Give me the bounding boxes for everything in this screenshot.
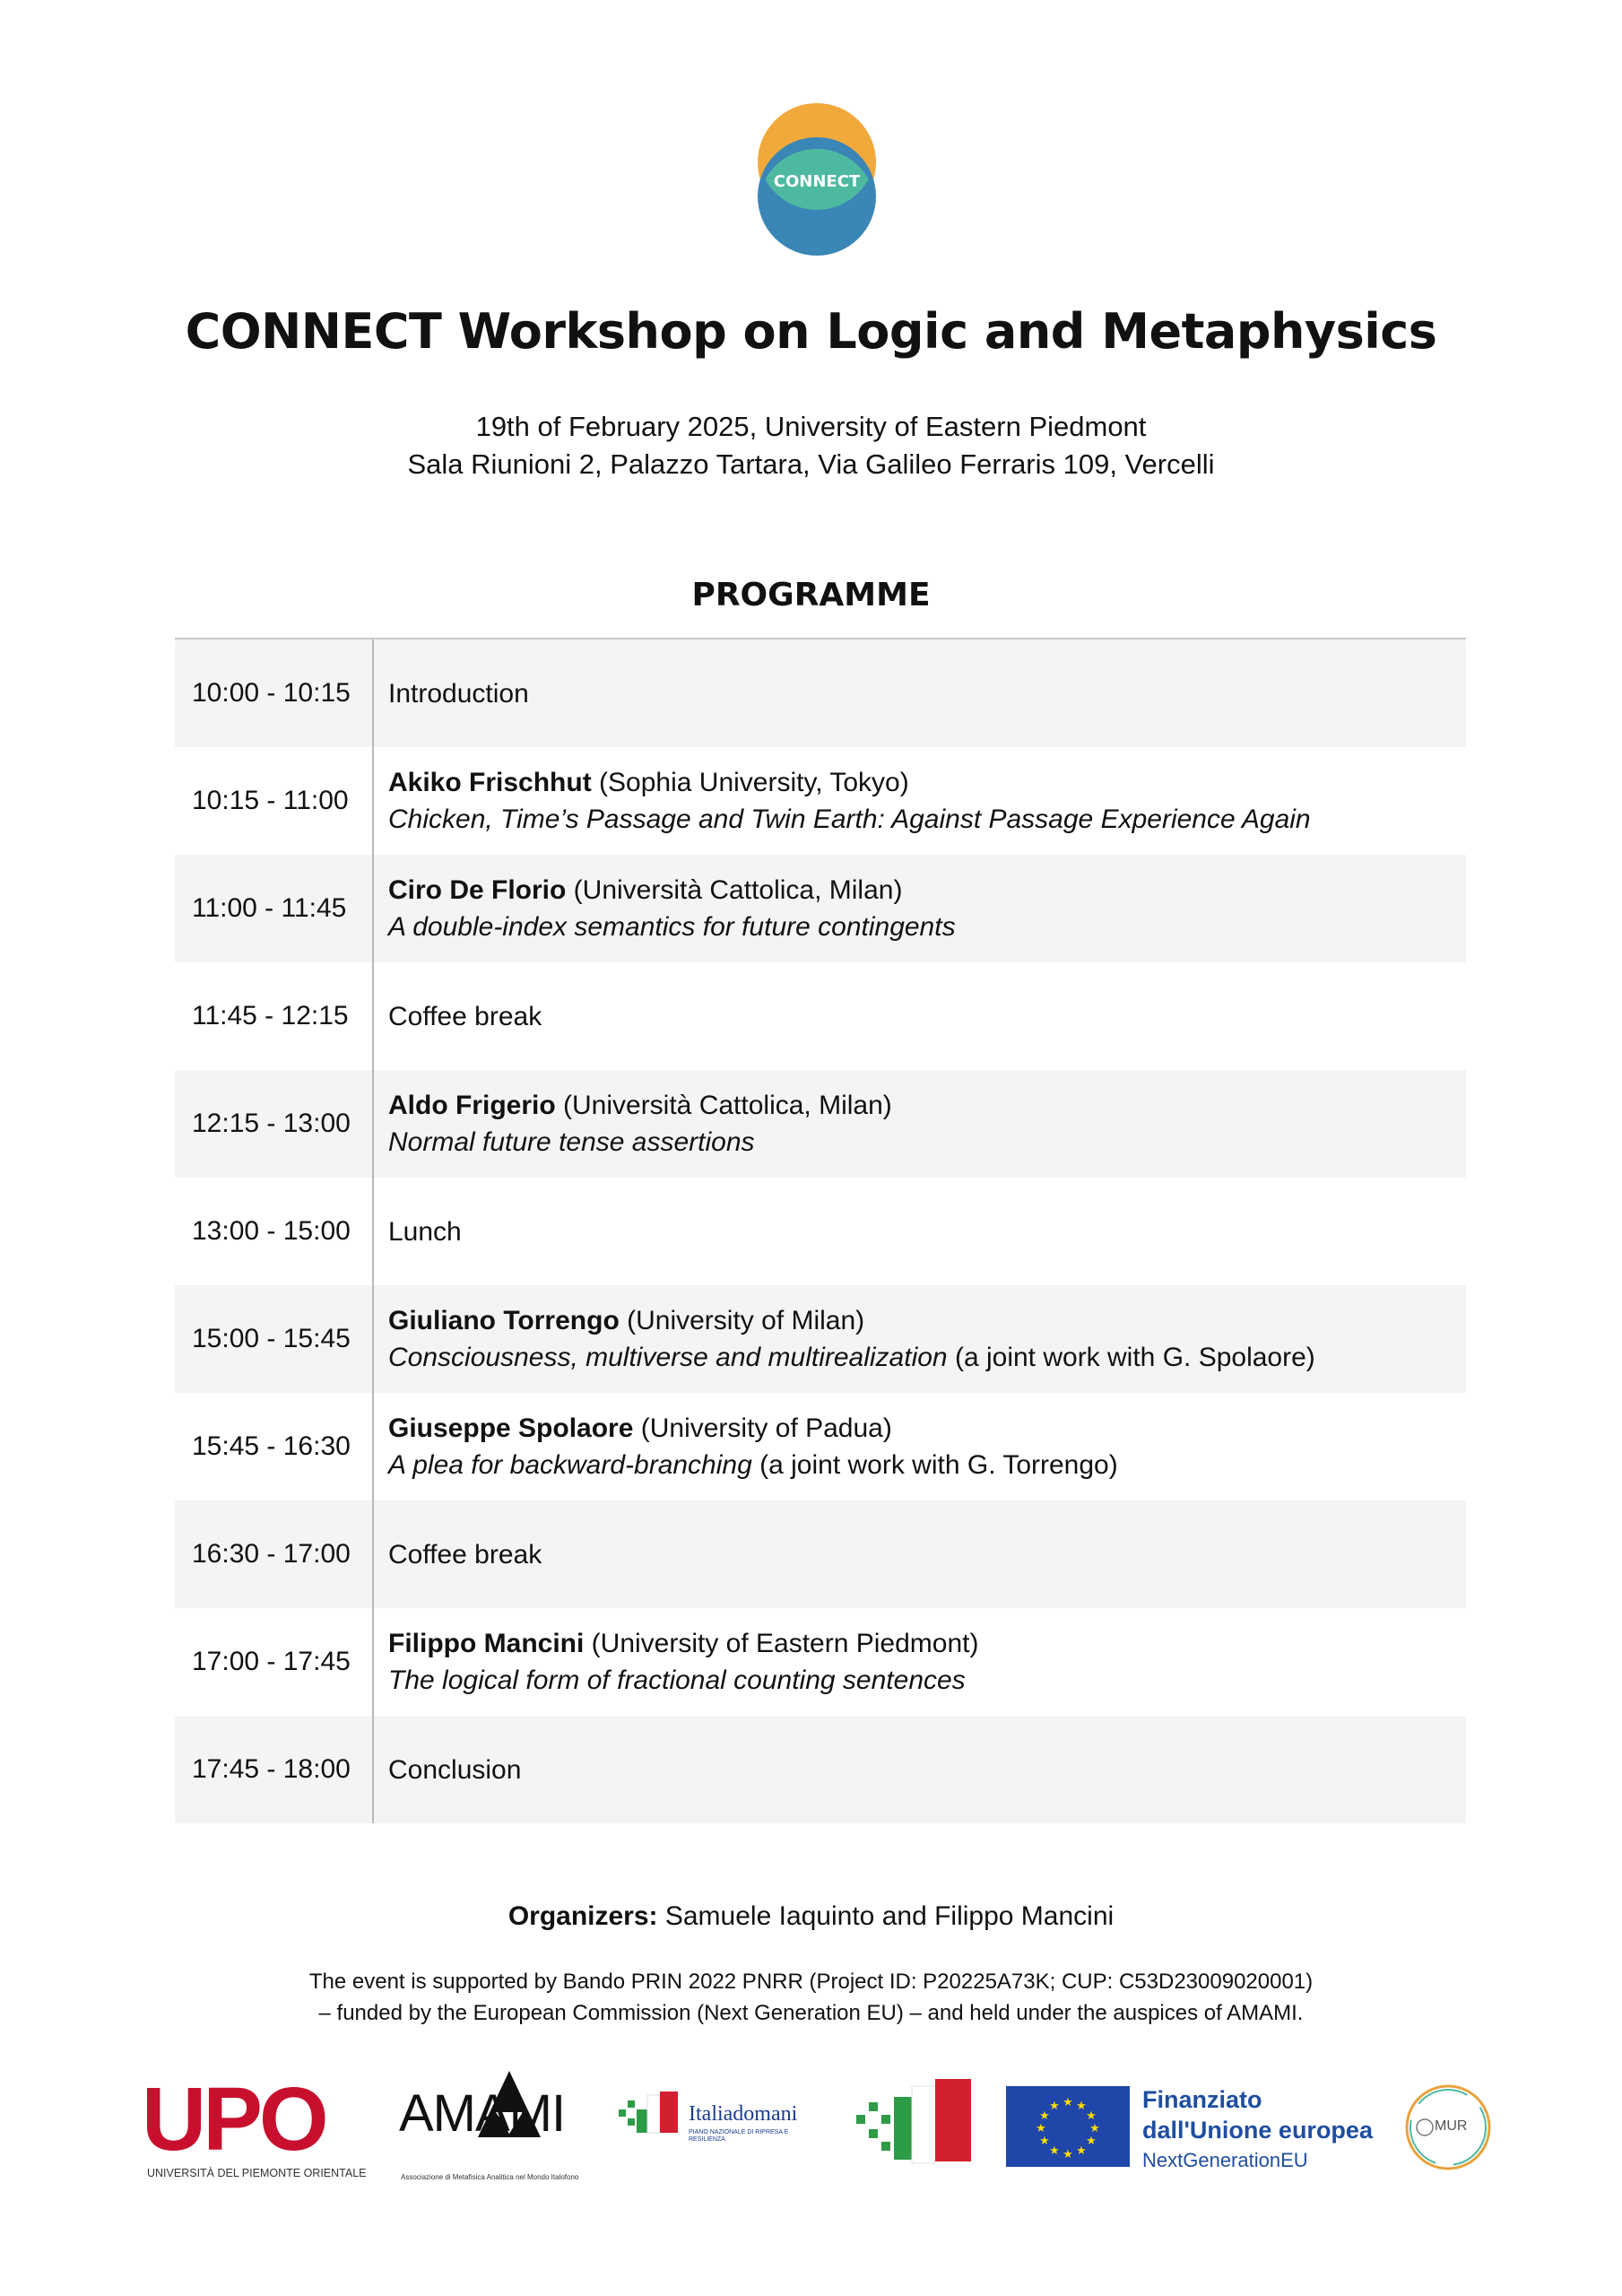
organizers-names: Samuele Iaquinto and Filippo Mancini: [657, 1901, 1115, 1931]
talk-title: Chicken, Time’s Passage and Twin Earth: Against Passage Experience Again: [388, 804, 1311, 834]
connect-logo-text: CONNECT: [773, 172, 861, 191]
session-content: [374, 1536, 542, 1573]
programme-heading: PROGRAMME: [691, 577, 931, 613]
session-time: 10:15 - 11:00: [175, 747, 374, 855]
talk-line: [388, 909, 956, 945]
session-content: [374, 764, 1311, 838]
organizers-label: Organizers:: [507, 1901, 658, 1931]
session-time: 11:00 - 11:45: [175, 855, 374, 962]
session-content: [374, 1213, 462, 1250]
upo-logo-text: UPO: [142, 2069, 325, 2170]
session-content: [374, 872, 956, 945]
session-content: [374, 1302, 1315, 1376]
speaker-line: [388, 1625, 978, 1662]
eu-flag-icon: [1006, 2086, 1130, 2167]
programme-row: [175, 1070, 1466, 1178]
event-venue: Sala Riunioni 2, Palazzo Tartara, Via Galileo Ferraris 109, Vercelli: [407, 448, 1215, 480]
italiadomani-flag-icon: [619, 2090, 683, 2144]
programme-row: [175, 1285, 1466, 1393]
programme-row: [175, 1393, 1466, 1500]
svg-text:★: ★: [1089, 2122, 1100, 2135]
support-text-line-1: The event is supported by Bando PRIN 2022 PNRR (Project ID: P20225A73K; CUP: C53D23009020001): [308, 1970, 1314, 1994]
organizers: [0, 1901, 1622, 1932]
svg-text:★: ★: [1076, 2100, 1087, 2113]
programme-row: [175, 962, 1466, 1070]
session-title: Conclusion: [388, 1754, 522, 1785]
session-time: 12:15 - 13:00: [175, 1070, 374, 1178]
upo-logo-subtitle: UNIVERSITÀ DEL PIEMONTE ORIENTALE: [147, 2167, 367, 2179]
talk-title: A double-index semantics for future contingents: [388, 912, 956, 942]
amami-logo-subtitle: Associazione di Metafisica Analitica nel Mondo Italofono: [401, 2173, 579, 2181]
speaker-name: Aldo Frigerio: [388, 1091, 556, 1120]
session-time: 16:30 - 17:00: [175, 1500, 374, 1608]
speaker-name: Akiko Frischhut: [388, 768, 592, 797]
eu-stars-icon: [1006, 2086, 1130, 2167]
talk-title: The logical form of fractional counting sentences: [388, 1665, 966, 1695]
programme-row: [175, 747, 1466, 855]
svg-text:★: ★: [1076, 2144, 1087, 2158]
speaker-affiliation: (Sophia University, Tokyo): [591, 768, 909, 797]
session-title: Coffee break: [388, 1539, 542, 1570]
speaker-affiliation: (University of Milan): [619, 1306, 865, 1335]
eu-logo-line-2: dall'Unione europea: [1142, 2117, 1373, 2144]
italiadomani-logo-text: Italiadomani: [689, 2102, 798, 2126]
speaker-line: [388, 1302, 1315, 1339]
svg-text:★: ★: [1063, 2096, 1073, 2109]
amami-logo: [399, 2067, 596, 2184]
page-title: CONNECT Workshop on Logic and Metaphysics: [185, 303, 1437, 360]
session-content: [374, 1625, 978, 1699]
mur-logo: [1403, 2083, 1493, 2172]
italiadomani-logo-subtitle: PIANO NAZIONALE DI RIPRESA E RESILIENZA: [689, 2129, 789, 2143]
session-time: 13:00 - 15:00: [175, 1178, 374, 1285]
speaker-line: [388, 764, 1311, 801]
talk-title: Normal future tense assertions: [388, 1127, 755, 1157]
session-content: [374, 1087, 892, 1161]
upo-logo: [142, 2069, 367, 2181]
programme-row: [175, 855, 1466, 962]
svg-text:★: ★: [1039, 2135, 1050, 2148]
session-time: 15:45 - 16:30: [175, 1393, 374, 1500]
session-title: Introduction: [388, 678, 529, 709]
svg-text:★: ★: [1036, 2122, 1046, 2135]
programme-row: [175, 1178, 1466, 1285]
session-time: 17:00 - 17:45: [175, 1608, 374, 1716]
italiadomani-logo: [619, 2090, 811, 2152]
session-time: 11:45 - 12:15: [175, 962, 374, 1070]
session-time: 10:00 - 10:15: [175, 639, 374, 747]
speaker-name: Ciro De Florio: [388, 875, 567, 905]
eu-funding-logo: [1006, 2083, 1383, 2172]
mur-logo-text: MUR: [1435, 2118, 1468, 2134]
speaker-line: [388, 1410, 1118, 1447]
speaker-affiliation: (University of Eastern Piedmont): [584, 1629, 979, 1658]
programme-row: [175, 639, 1466, 747]
programme-table: [175, 638, 1466, 1823]
speaker-affiliation: (Università Cattolica, Milan): [555, 1091, 892, 1120]
speaker-line: [388, 1087, 892, 1124]
talk-note: (a joint work with G. Torrengo): [751, 1450, 1118, 1480]
svg-text:★: ★: [1086, 2135, 1097, 2148]
italy-flag-icon: [856, 2079, 977, 2173]
talk-line: [388, 1339, 1315, 1376]
talk-line: [388, 1447, 1118, 1483]
event-date: 19th of February 2025, University of Eastern Piedmont: [475, 411, 1147, 442]
session-time: 15:00 - 15:45: [175, 1285, 374, 1393]
talk-line: [388, 1124, 892, 1161]
speaker-name: Giuliano Torrengo: [388, 1306, 620, 1335]
session-content: [374, 1752, 521, 1788]
speaker-name: Giuseppe Spolaore: [388, 1413, 634, 1443]
programme-row: [175, 1500, 1466, 1608]
session-content: [374, 1410, 1118, 1483]
talk-line: [388, 1662, 978, 1699]
session-title: Lunch: [388, 1216, 462, 1247]
programme-row: [175, 1716, 1466, 1823]
talk-title: Consciousness, multiverse and multirealization: [388, 1343, 948, 1372]
eu-logo-line-3: NextGenerationEU: [1142, 2149, 1308, 2171]
svg-text:★: ★: [1039, 2109, 1050, 2123]
programme-rows: [175, 639, 1466, 1823]
speaker-line: [388, 872, 956, 909]
talk-line: [388, 801, 1311, 838]
svg-text:★: ★: [1086, 2109, 1097, 2123]
support-text-line-2: – funded by the European Commission (Next Generation EU) – and held under the auspices of AMAMI.: [318, 2001, 1304, 2025]
talk-note: (a joint work with G. Spolaore): [947, 1343, 1315, 1372]
svg-text:★: ★: [1049, 2144, 1060, 2158]
svg-text:★: ★: [1049, 2100, 1060, 2113]
eu-logo-line-1: Finanziato: [1142, 2086, 1262, 2113]
session-time: 17:45 - 18:00: [175, 1716, 374, 1823]
programme-row: [175, 1608, 1466, 1716]
talk-title: A plea for backward-branching: [388, 1450, 752, 1480]
speaker-affiliation: (Università Cattolica, Milan): [566, 875, 903, 905]
session-content: [374, 675, 529, 712]
speaker-affiliation: (University of Padua): [633, 1413, 892, 1443]
amami-logo-text: AMAMI: [399, 2084, 566, 2143]
connect-logo: [758, 103, 876, 256]
session-title: Coffee break: [388, 1001, 542, 1031]
session-content: [374, 998, 542, 1035]
speaker-name: Filippo Mancini: [388, 1629, 585, 1658]
svg-text:★: ★: [1063, 2148, 1073, 2161]
